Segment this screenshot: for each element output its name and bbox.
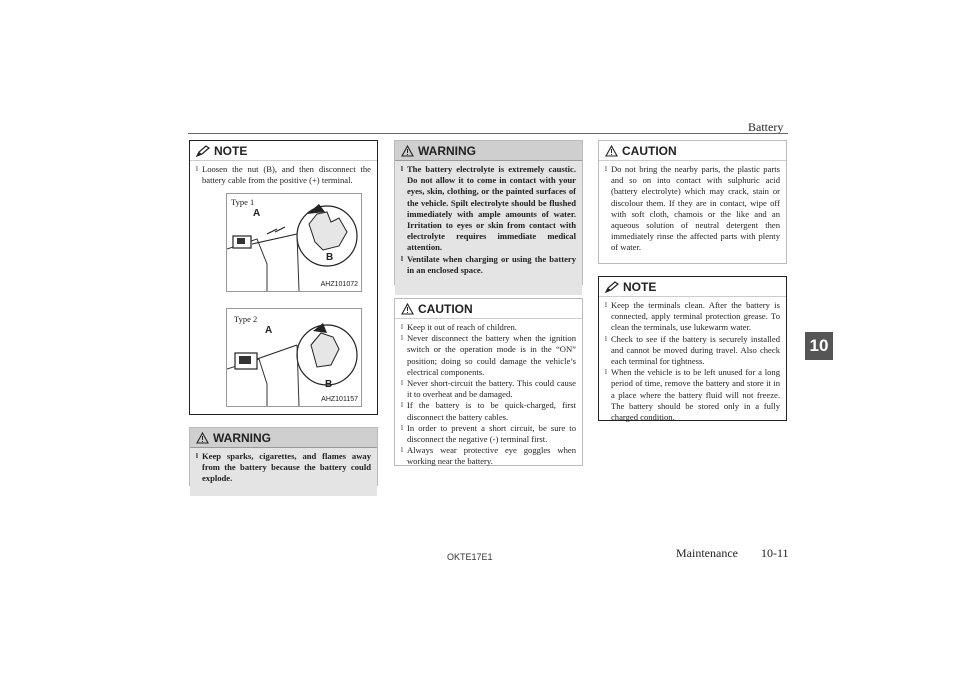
caution-heading: CAUTION [418,301,473,316]
chapter-tab: 10 [805,332,833,360]
callout-b: B [326,252,334,263]
figure-label: Type 2 [234,314,258,324]
list-item [605,334,780,368]
list-item [196,451,371,485]
note-item-text: Loosen the nut (B), and then disconnect the battery cable from the positive (+) terminal. [201,164,371,186]
caution-item-text: In order to prevent a short circuit, be sure to disconnect the negative (-) terminal first. [406,422,576,445]
figure-type-1 [226,193,362,292]
battery-illustration [227,309,361,406]
running-header-title: Battery [748,120,784,134]
note-item-text: When the vehicle is to be left unused for a long period of time, remove the battery and store it in a place where the battery fluid will not freeze. The battery should be stored only in a fully charged condition. [610,367,780,423]
bullet: l [401,254,403,263]
footer-code: OKTE17E1 [447,552,493,562]
callout-b: B [325,379,333,390]
list-item [605,367,780,423]
bullet: l [605,334,607,343]
warning-triangle-icon [401,145,414,157]
caution-box-col2 [394,298,583,466]
callout-a: A [265,325,273,336]
caution-heading: CAUTION [622,143,677,158]
note-item-text: Keep the terminals clean. After the battery is connected, apply terminal protection grease. To clean the terminals, use lukewarm water. [610,300,780,333]
list-item [196,164,371,186]
caution-heading-bar [395,299,582,319]
bullet: l [401,446,403,455]
footer-page-number: 10-11 [761,546,789,560]
battery-illustration [227,194,361,291]
list-item [605,300,780,334]
caution-box-col3 [598,140,787,264]
warning-item-text: Ventilate when charging or using the battery in an enclosed space. [406,253,576,275]
warning-box-col1 [189,427,378,486]
list-item [401,322,576,333]
bullet: l [401,334,403,343]
bullet: l [196,452,198,460]
list-item [605,164,780,254]
list-item [401,445,576,467]
caution-item-text: Always wear protective eye goggles when working near the battery. [406,445,576,467]
caution-item-text: Never disconnect the battery when the ignition switch or the operation mode is in the “ON” position; doing so could damage the vehicle’s electrical components. [406,333,576,377]
footer-section: Maintenance [676,546,738,560]
warning-item-text: Keep sparks, cigarettes, and flames away from the battery because the battery could explode. [201,451,371,484]
note-heading: NOTE [214,143,248,158]
caution-triangle-icon [401,303,414,315]
warning-heading-bar [190,428,377,448]
callout-a: A [253,208,261,219]
caution-item-text: Never short-circuit the battery. This could cause it to overheat and be damaged. [406,378,576,400]
figure-code: AHZ101072 [320,281,358,288]
bullet: l [401,423,403,432]
warning-item-text: The battery electrolyte is extremely caustic. Do not allow it to come in contact with your eyes, skin, clothing, or the painted surfaces of the vehicle. Spilt electrolyte should be flushed immediately with ample amounts of water. Irritation to eyes or skin from contact with electrolyte requires immediate medical attention. [406,164,576,253]
warning-box-col2 [394,140,583,285]
bullet: l [401,401,403,410]
caution-heading-bar [599,141,786,161]
caution-triangle-icon [605,145,618,157]
note-heading-bar [190,141,377,161]
list-item [401,378,576,400]
figure-label: Type 1 [231,197,255,207]
bullet: l [605,165,607,173]
bullet: l [605,301,607,309]
bullet: l [196,165,198,173]
list-item [401,400,576,422]
warning-heading: WARNING [418,143,476,158]
pencil-note-icon [196,145,210,157]
list-item [401,254,576,276]
note-item-text: Check to see if the battery is securely installed and cannot be moved during travel. Also check each terminal for tightness. [610,333,780,367]
pencil-note-icon [605,281,619,293]
list-item [401,333,576,378]
header-rule [188,133,788,134]
figure-code: AHZ101157 [321,396,358,403]
caution-item-text: If the battery is to be quick-charged, first disconnect the battery cables. [406,400,576,422]
list-item [401,423,576,445]
caution-item-text: Do not bring the nearby parts, the plastic parts and so on into contact with sulphuric acid (battery electrolyte) which may crack, stain or discolour them. If they are in contact, wipe off with soft cloth, chamois or the like and an aqueous solution of neutral detergent then immediately rinse the affected parts with plenty of water. [610,164,780,253]
caution-item-text: Keep it out of reach of children. [406,322,517,332]
bullet: l [401,379,403,388]
note-heading: NOTE [623,279,657,294]
note-heading-bar [599,277,786,297]
list-item [401,164,576,254]
bullet: l [401,323,403,331]
warning-heading: WARNING [213,430,271,445]
figure-type-2 [226,308,362,407]
warning-heading-bar [395,141,582,161]
warning-triangle-icon [196,432,209,444]
note-box-col3 [598,276,787,421]
bullet: l [401,165,403,173]
bullet: l [605,368,607,377]
